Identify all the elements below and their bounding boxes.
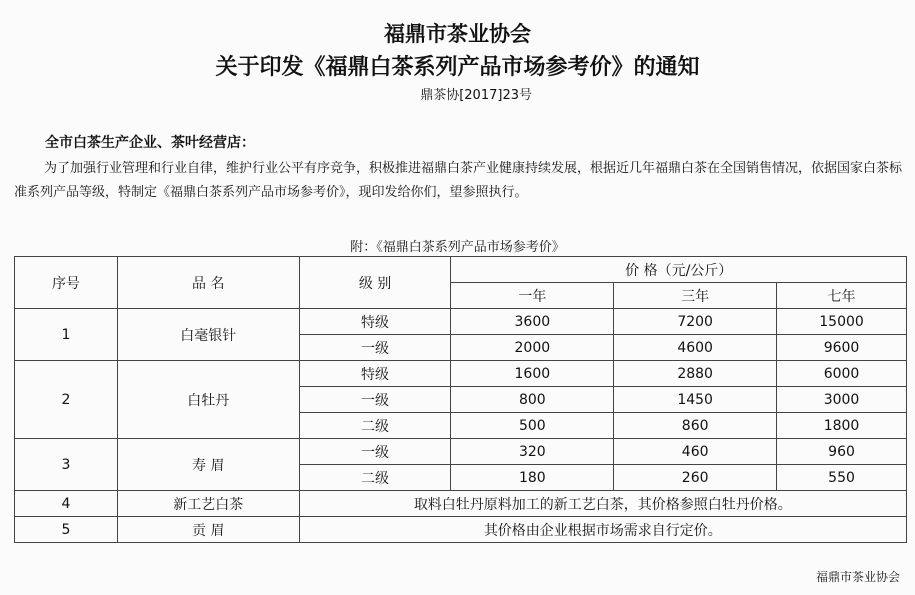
price-year-3: 860 xyxy=(614,413,777,439)
row-name: 新工艺白茶 xyxy=(117,491,299,517)
price-year-1: 1600 xyxy=(451,361,614,387)
price-year-7: 9600 xyxy=(777,335,907,361)
header-price: 价 格（元/公斤） xyxy=(451,257,907,283)
row-grade: 二级 xyxy=(299,413,451,439)
header-year-1: 一年 xyxy=(451,283,614,309)
row-grade: 二级 xyxy=(299,465,451,491)
table-row xyxy=(15,361,907,387)
price-year-7: 1800 xyxy=(777,413,907,439)
price-year-3: 1450 xyxy=(614,387,777,413)
row-grade: 一级 xyxy=(299,439,451,465)
price-year-3: 7200 xyxy=(614,309,777,335)
price-year-1: 320 xyxy=(451,439,614,465)
price-year-3: 4600 xyxy=(614,335,777,361)
price-year-3: 2880 xyxy=(614,361,777,387)
row-no: 5 xyxy=(15,517,118,543)
table-row xyxy=(15,439,907,465)
recipient: 全市白茶生产企业、茶叶经营店： xyxy=(45,135,255,151)
header-no: 序号 xyxy=(15,257,118,309)
price-year-1: 3600 xyxy=(451,309,614,335)
row-grade: 特级 xyxy=(299,309,451,335)
document-title: 关于印发《福鼎白茶系列产品市场参考价》的通知 xyxy=(215,55,700,80)
price-year-7: 15000 xyxy=(777,309,907,335)
row-grade: 一级 xyxy=(299,387,451,413)
row-note: 取料白牡丹原料加工的新工艺白茶，其价格参照白牡丹价格。 xyxy=(299,491,906,517)
row-name: 白毫银针 xyxy=(117,309,299,361)
row-name: 贡 眉 xyxy=(117,517,299,543)
price-year-3: 460 xyxy=(614,439,777,465)
row-name: 白牡丹 xyxy=(117,361,299,439)
header-year-7: 七年 xyxy=(777,283,907,309)
price-year-1: 500 xyxy=(451,413,614,439)
price-year-7: 6000 xyxy=(777,361,907,387)
row-no: 3 xyxy=(15,439,118,491)
row-grade: 一级 xyxy=(299,335,451,361)
header-year-3: 三年 xyxy=(614,283,777,309)
price-year-1: 800 xyxy=(451,387,614,413)
org-name: 福鼎市茶业协会 xyxy=(384,22,531,46)
table-row xyxy=(15,517,907,543)
price-year-1: 180 xyxy=(451,465,614,491)
header-name: 品 名 xyxy=(117,257,299,309)
price-year-1: 2000 xyxy=(451,335,614,361)
row-no: 1 xyxy=(15,309,118,361)
price-table xyxy=(14,256,907,543)
price-year-3: 260 xyxy=(614,465,777,491)
footer-signature: 福鼎市茶业协会 xyxy=(815,570,900,584)
row-no: 4 xyxy=(15,491,118,517)
row-note: 其价格由企业根据市场需求自行定价。 xyxy=(299,517,906,543)
price-year-7: 960 xyxy=(777,439,907,465)
body-paragraph: 为了加强行业管理和行业自律，维护行业公平有序竞争，积极推进福鼎白茶产业健康持续发展，根据近几年福鼎白茶在全国销售情况，依据国家白茶标准系列产品等级，特制定《福鼎白茶系列产品市场参考价》，现印发给你们，望参照执行。 xyxy=(14,161,903,200)
table-row xyxy=(15,309,907,335)
row-name: 寿 眉 xyxy=(117,439,299,491)
document-number: 鼎茶协[2017]23号 xyxy=(420,88,532,103)
table-row xyxy=(15,491,907,517)
price-year-7: 3000 xyxy=(777,387,907,413)
price-year-7: 550 xyxy=(777,465,907,491)
row-no: 2 xyxy=(15,361,118,439)
table-caption: 附：《福鼎白茶系列产品市场参考价》 xyxy=(350,240,565,255)
row-grade: 特级 xyxy=(299,361,451,387)
header-grade: 级 别 xyxy=(299,257,451,309)
